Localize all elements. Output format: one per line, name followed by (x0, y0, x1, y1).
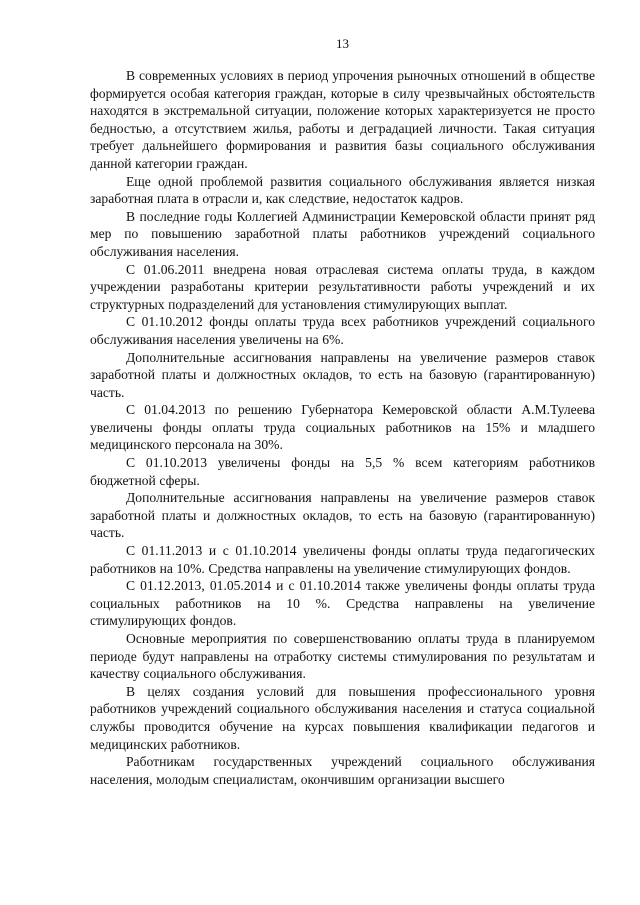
paragraph-12: Основные мероприятия по совершенствованию оплаты труда в планируемом периоде будут направлены на отработку системы стимулирования по результатам и качеству социального обслуживания. (90, 631, 595, 682)
paragraph-9: Дополнительные ассигнования направлены на увеличение размеров ставок заработной платы и должностных окладов, то есть на базовую (гарантированную) часть. (90, 490, 595, 541)
paragraph-3: В последние годы Коллегией Администрации Кемеровской области принят ряд мер по повышению заработной платы работников учреждений социального обслуживания населения. (90, 208, 595, 259)
body-text (90, 67, 595, 788)
paragraph-6: Дополнительные ассигнования направлены на увеличение размеров ставок заработной платы и должностных окладов, то есть на базовую (гарантированную) часть. (90, 349, 595, 400)
paragraph-10: С 01.11.2013 и с 01.10.2014 увеличены фонды оплаты труда педагогических работников на 10%. Средства направлены на увеличение стимулирующих фондов. (90, 543, 595, 576)
paragraph-2: Еще одной проблемой развития социального обслуживания является низкая заработная плата в отрасли и, как следствие, недостаток кадров. (90, 173, 595, 207)
paragraph-5: С 01.10.2012 фонды оплаты труда всех работников учреждений социального обслуживания населения увеличены на 6%. (90, 314, 595, 347)
paragraph-4: С 01.06.2011 внедрена новая отраслевая система оплаты труда, в каждом учреждении разработаны критерии результативности работы учреждений и их структурных подразделений для установления стимулирующих выплат. (90, 261, 595, 312)
paragraph-1: В современных условиях в период упрочения рыночных отношений в обществе формируется особая категория граждан, которые в силу чрезвычайных обстоятельств находятся в экстремальной ситуации, положение которых характеризуется не просто бедностью, а отсутствием жилья, работы и деградацией личности. Такая ситуация требует дальнейшего формирования и развития базы социального обслуживания данной категории граждан. (90, 68, 595, 171)
paragraph-8: С 01.10.2013 увеличены фонды на 5,5 % всем категориям работников бюджетной сферы. (90, 455, 595, 488)
paragraph-11: С 01.12.2013, 01.05.2014 и с 01.10.2014 также увеличены фонды оплаты труда социальных работников на 10 %. Средства направлены на увеличение стимулирующих фондов. (90, 578, 595, 629)
page-number: 13 (336, 36, 349, 51)
paragraph-14: Работникам государственных учреждений социального обслуживания населения, молодым специалистам, окончившим организации высшего (90, 754, 595, 787)
paragraph-7: С 01.04.2013 по решению Губернатора Кемеровской области А.М.Тулеева увеличены фонды оплаты труда социальных работников на 15% и младшего медицинского персонала на 30%. (90, 402, 595, 453)
document-page (90, 0, 595, 905)
paragraph-13: В целях создания условий для повышения профессионального уровня работников учреждений социального обслуживания населения и статуса социальной службы проводится обучение на курсах повышения квалификации педагогов и медицинских работников. (90, 683, 595, 752)
